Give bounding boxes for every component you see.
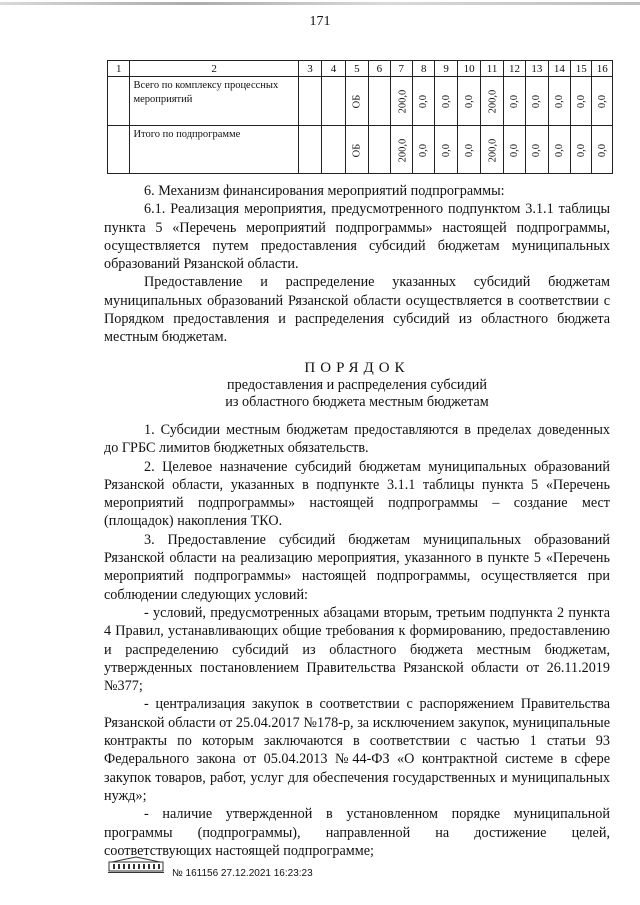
table-cell bbox=[503, 126, 525, 174]
budget-table bbox=[107, 60, 613, 174]
column-header: 3 bbox=[298, 61, 321, 77]
row-name: Итого по подпрограмме bbox=[130, 126, 298, 174]
cell-value: 0,0 bbox=[531, 94, 543, 109]
section-heading: ПОРЯДОК bbox=[304, 359, 410, 376]
table-cell bbox=[345, 126, 368, 174]
scan-edge bbox=[0, 2, 640, 5]
cell-value: 0,0 bbox=[418, 143, 430, 157]
cell-value: 0,0 bbox=[553, 143, 565, 157]
table-cell bbox=[390, 126, 412, 174]
table-cell bbox=[571, 126, 592, 174]
funding-source: ОБ bbox=[351, 143, 363, 157]
table-cell bbox=[435, 126, 457, 174]
paragraph-condition: - наличие утвержденной в установленном порядке муниципальной программы (подпрограммы), направленной на достижение целей, соответствующих настоящей подпрограмме; bbox=[104, 806, 610, 859]
cell-value: 0,0 bbox=[463, 94, 475, 109]
table-cell bbox=[298, 126, 321, 174]
table-cell bbox=[481, 77, 503, 126]
cell-value: 0,0 bbox=[440, 143, 452, 157]
document-body bbox=[104, 182, 610, 860]
building-stamp-icon bbox=[108, 856, 164, 874]
table-cell bbox=[571, 77, 592, 126]
table-row bbox=[108, 77, 613, 126]
cell-value: 200,0 bbox=[487, 138, 499, 162]
paragraph-item-1: 1. Субсидии местным бюджетам предоставляются в пределах доведенных до ГРБС лимитов бюджетных обязательств. bbox=[104, 421, 610, 457]
section-subheading: предоставления и распределения субсидий bbox=[227, 376, 487, 393]
table-cell bbox=[592, 126, 613, 174]
table-row bbox=[108, 126, 613, 174]
table-cell bbox=[457, 126, 480, 174]
column-header: 16 bbox=[592, 61, 613, 77]
cell-value: 0,0 bbox=[596, 94, 608, 109]
column-header: 4 bbox=[322, 61, 345, 77]
column-header: 9 bbox=[435, 61, 457, 77]
cell-value: 0,0 bbox=[553, 94, 565, 109]
table-cell bbox=[592, 77, 613, 126]
cell-value: 0,0 bbox=[575, 94, 587, 109]
registration-footer: № 161156 27.12.2021 16:23:23 bbox=[172, 868, 313, 879]
cell-value: 0,0 bbox=[596, 143, 608, 157]
paragraph-condition: - централизация закупок в соответствии с распоряжением Правительства Рязанской области от 25.04.2017 №178-р, за исключением закупок, муниципальные контракты по которым заключаются в соответствии с частью 1 статьи 93 Федерального закона от 05.04.2013 №44-ФЗ «О контрактной системе в сфере закупок товаров, работ, услуг для обеспечения государственных и муниципальных нужд»; bbox=[104, 696, 610, 804]
paragraph-6-1: 6.1. Реализация мероприятия, предусмотренного подпунктом 3.1.1 таблицы пункта 5 «Перечень мероприятий подпрограммы» настоящей подпрограммы, осуществляется путем предоставления субсидий бюджетам муниципальных образований Рязанской области. bbox=[104, 201, 610, 273]
column-header: 11 bbox=[481, 61, 503, 77]
table-cell bbox=[345, 77, 368, 126]
table-header-row bbox=[108, 61, 613, 77]
cell-value: 0,0 bbox=[508, 143, 520, 157]
column-header: 12 bbox=[503, 61, 525, 77]
table-cell bbox=[412, 126, 434, 174]
section-subheading: из областного бюджета местным бюджетам bbox=[225, 393, 489, 410]
paragraph-item-2: 2. Целевое назначение субсидий бюджетам муниципальных образований Рязанской области, указанных в подпункте 3.1.1 таблицы пункта 5 «Перечень мероприятий подпрограммы» настоящей подпрограммы – создание мест (площадок) накопления ТКО. bbox=[104, 458, 610, 530]
column-header: 6 bbox=[369, 61, 390, 77]
cell-value: 0,0 bbox=[463, 143, 475, 157]
cell-value: 200,0 bbox=[396, 138, 408, 162]
table-cell bbox=[369, 126, 390, 174]
table-cell bbox=[457, 77, 480, 126]
table-cell bbox=[322, 126, 345, 174]
table-cell bbox=[435, 77, 457, 126]
table-cell bbox=[503, 77, 525, 126]
table-cell bbox=[298, 77, 321, 126]
table-cell bbox=[369, 77, 390, 126]
column-header: 5 bbox=[345, 61, 368, 77]
table-cell bbox=[526, 77, 548, 126]
paragraph-distribution: Предоставление и распределение указанных субсидий бюджетам муниципальных образований Рязанской области осуществляется в соответствии с Порядком предоставления и распределения субсидий из областного бюджета местным бюджетам. bbox=[104, 274, 610, 346]
cell-value: 0,0 bbox=[575, 143, 587, 157]
table-cell bbox=[412, 77, 434, 126]
table-cell bbox=[322, 77, 345, 126]
column-header: 15 bbox=[571, 61, 592, 77]
table-cell bbox=[108, 126, 130, 174]
cell-value: 0,0 bbox=[531, 143, 543, 157]
table-cell bbox=[548, 77, 570, 126]
column-header: 2 bbox=[130, 61, 298, 77]
page-number: 171 bbox=[309, 14, 331, 29]
cell-value: 0,0 bbox=[508, 94, 520, 109]
column-header: 14 bbox=[548, 61, 570, 77]
funding-source: ОБ bbox=[351, 94, 363, 109]
paragraph-condition: - условий, предусмотренных абзацами вторым, третьим подпункта 2 пункта 4 Правил, устанавливающих общие требования к формированию, предоставлению и распределению субсидий из областного бюджета местным бюджетам, утвержденных постановлением Правительства Рязанской области от 26.11.2019 №377; bbox=[104, 604, 610, 695]
table-cell bbox=[526, 126, 548, 174]
table-cell bbox=[481, 126, 503, 174]
table-cell bbox=[548, 126, 570, 174]
column-header: 8 bbox=[412, 61, 434, 77]
table-cell bbox=[108, 77, 130, 126]
paragraph-section-6: 6. Механизм финансирования мероприятий подпрограммы: bbox=[144, 183, 505, 199]
table-cell bbox=[390, 77, 412, 126]
column-header: 13 bbox=[526, 61, 548, 77]
paragraph-item-3: 3. Предоставление субсидий бюджетам муниципальных образований Рязанской области на реализацию мероприятия, указанного в пункте 5 «Перечень мероприятий подпрограммы» настоящей подпрограммы, осуществляется при соблюдении следующих условий: bbox=[104, 531, 610, 603]
cell-value: 0,0 bbox=[440, 94, 452, 109]
row-name: Всего по комплексу процессных мероприятий bbox=[130, 77, 298, 126]
cell-value: 200,0 bbox=[396, 89, 408, 114]
column-header: 1 bbox=[108, 61, 130, 77]
column-header: 10 bbox=[457, 61, 480, 77]
cell-value: 0,0 bbox=[418, 94, 430, 109]
cell-value: 200,0 bbox=[487, 89, 499, 114]
column-header: 7 bbox=[390, 61, 412, 77]
